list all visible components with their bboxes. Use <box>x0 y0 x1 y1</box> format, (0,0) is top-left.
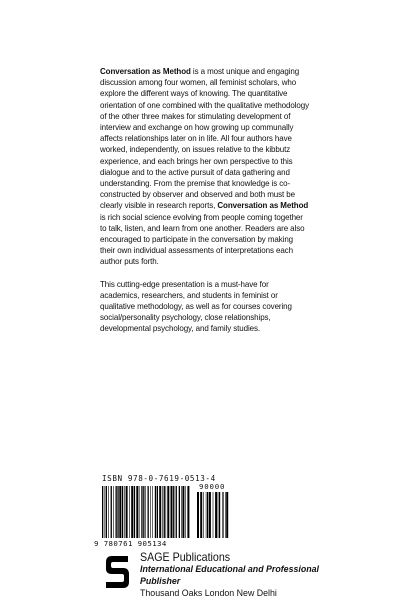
barcode-bar <box>207 492 208 538</box>
barcode-bar <box>222 492 223 538</box>
barcode-bar <box>171 486 173 538</box>
barcode-addon-digits: 90000 <box>199 482 226 491</box>
publisher-name: SAGE Publications <box>140 551 231 564</box>
barcode-bar <box>179 486 180 538</box>
barcode-bar <box>173 486 174 538</box>
barcode-bar <box>162 486 163 538</box>
barcode-bar <box>108 486 109 538</box>
barcode-bar <box>152 486 153 538</box>
barcode-bar <box>164 486 165 538</box>
barcode-bar <box>116 486 117 538</box>
barcode-bar <box>111 486 112 538</box>
barcode-bar <box>176 486 177 538</box>
barcode-bar <box>102 486 103 538</box>
barcode-bar <box>197 492 199 538</box>
barcode-bar <box>122 486 123 538</box>
barcode-bar <box>206 492 207 538</box>
blurb-text: is rich social science evolving from people coming together to talk, listen, and learn from one another. Readers are also encouraged to participate in the conversation by making their own individual assessments of interpretations each author puts forth. <box>100 211 305 267</box>
barcode-bar <box>119 486 121 538</box>
publisher-tagline: International Educational and Professional Publisher <box>140 564 320 587</box>
barcode-bar <box>182 486 184 538</box>
barcode-bar <box>131 486 133 538</box>
publisher-cities: Thousand Oaks London New Delhi <box>140 588 277 599</box>
barcode-bar <box>181 486 182 538</box>
barcode-bar <box>155 486 156 538</box>
back-cover-blurb <box>100 66 309 335</box>
barcode-bar <box>219 492 220 538</box>
barcode-bar <box>139 486 140 538</box>
barcode-bar <box>187 486 189 538</box>
barcode-bar <box>117 486 118 538</box>
barcode-bar <box>150 486 151 538</box>
blurb-paragraph-2: This cutting-edge presentation is a must-have for academics, researchers, and students in feminist or qualitative methodology, as well as for courses covering social/personality psychology, close relationships, developmental psychology, and family studies. <box>100 278 292 334</box>
barcode-bar <box>105 486 106 538</box>
barcode-bar <box>166 486 167 538</box>
barcode-bar <box>145 486 146 538</box>
barcode-bar <box>223 492 224 538</box>
barcode-bar <box>148 486 149 538</box>
barcode-bar <box>203 492 204 538</box>
barcode-bar <box>200 492 202 538</box>
barcode-bar <box>218 492 219 538</box>
barcode-bar <box>159 486 161 538</box>
price-addon-barcode <box>197 492 229 538</box>
barcode-bar <box>106 486 107 538</box>
barcode-bar <box>113 486 114 538</box>
barcode-bar <box>157 486 158 538</box>
isbn-label: ISBN 978-0-7619-0513-4 <box>102 474 216 483</box>
sage-s-logo-icon <box>100 553 134 591</box>
barcode-bar <box>215 492 217 538</box>
book-title-mention: Conversation as Method <box>217 200 309 211</box>
barcode-bar <box>167 486 169 538</box>
barcode-bar <box>143 486 144 538</box>
barcode-bar <box>141 486 142 538</box>
publisher-block <box>100 550 340 599</box>
barcode-bar <box>226 492 228 538</box>
isbn-barcode <box>102 486 190 538</box>
blurb-text: is a most unique and engaging discussion among four women, all feminist scholars, who explore the different ways of knowing. The quantitative orientation of one combined with the qualitative methodology of the other three makes for stimulating development of interview and exchange on how growing up communally affects relationships later on in life. All four authors have worked, independently, on issues relative to the kibbutz experience, and each brings her own perspective to this dialogue and to the active pursuit of data gathering and understanding. From the premise that knowledge is co-constructed by observer and observed and both must be clearly visible in research reports, <box>100 66 310 211</box>
barcode-bar <box>124 486 125 538</box>
barcode-bar <box>134 486 135 538</box>
ean-digits: 9 780761 905134 <box>94 539 167 548</box>
blurb-paragraph-1 <box>100 66 309 268</box>
barcode-bar <box>129 486 130 538</box>
barcode-bar <box>185 486 186 538</box>
barcode-bar <box>209 492 211 538</box>
barcode-bar <box>225 492 226 538</box>
barcode-bar <box>126 486 128 538</box>
barcode-bar <box>213 492 214 538</box>
book-title-mention: Conversation as Method <box>100 66 191 76</box>
barcode-bar <box>136 486 138 538</box>
